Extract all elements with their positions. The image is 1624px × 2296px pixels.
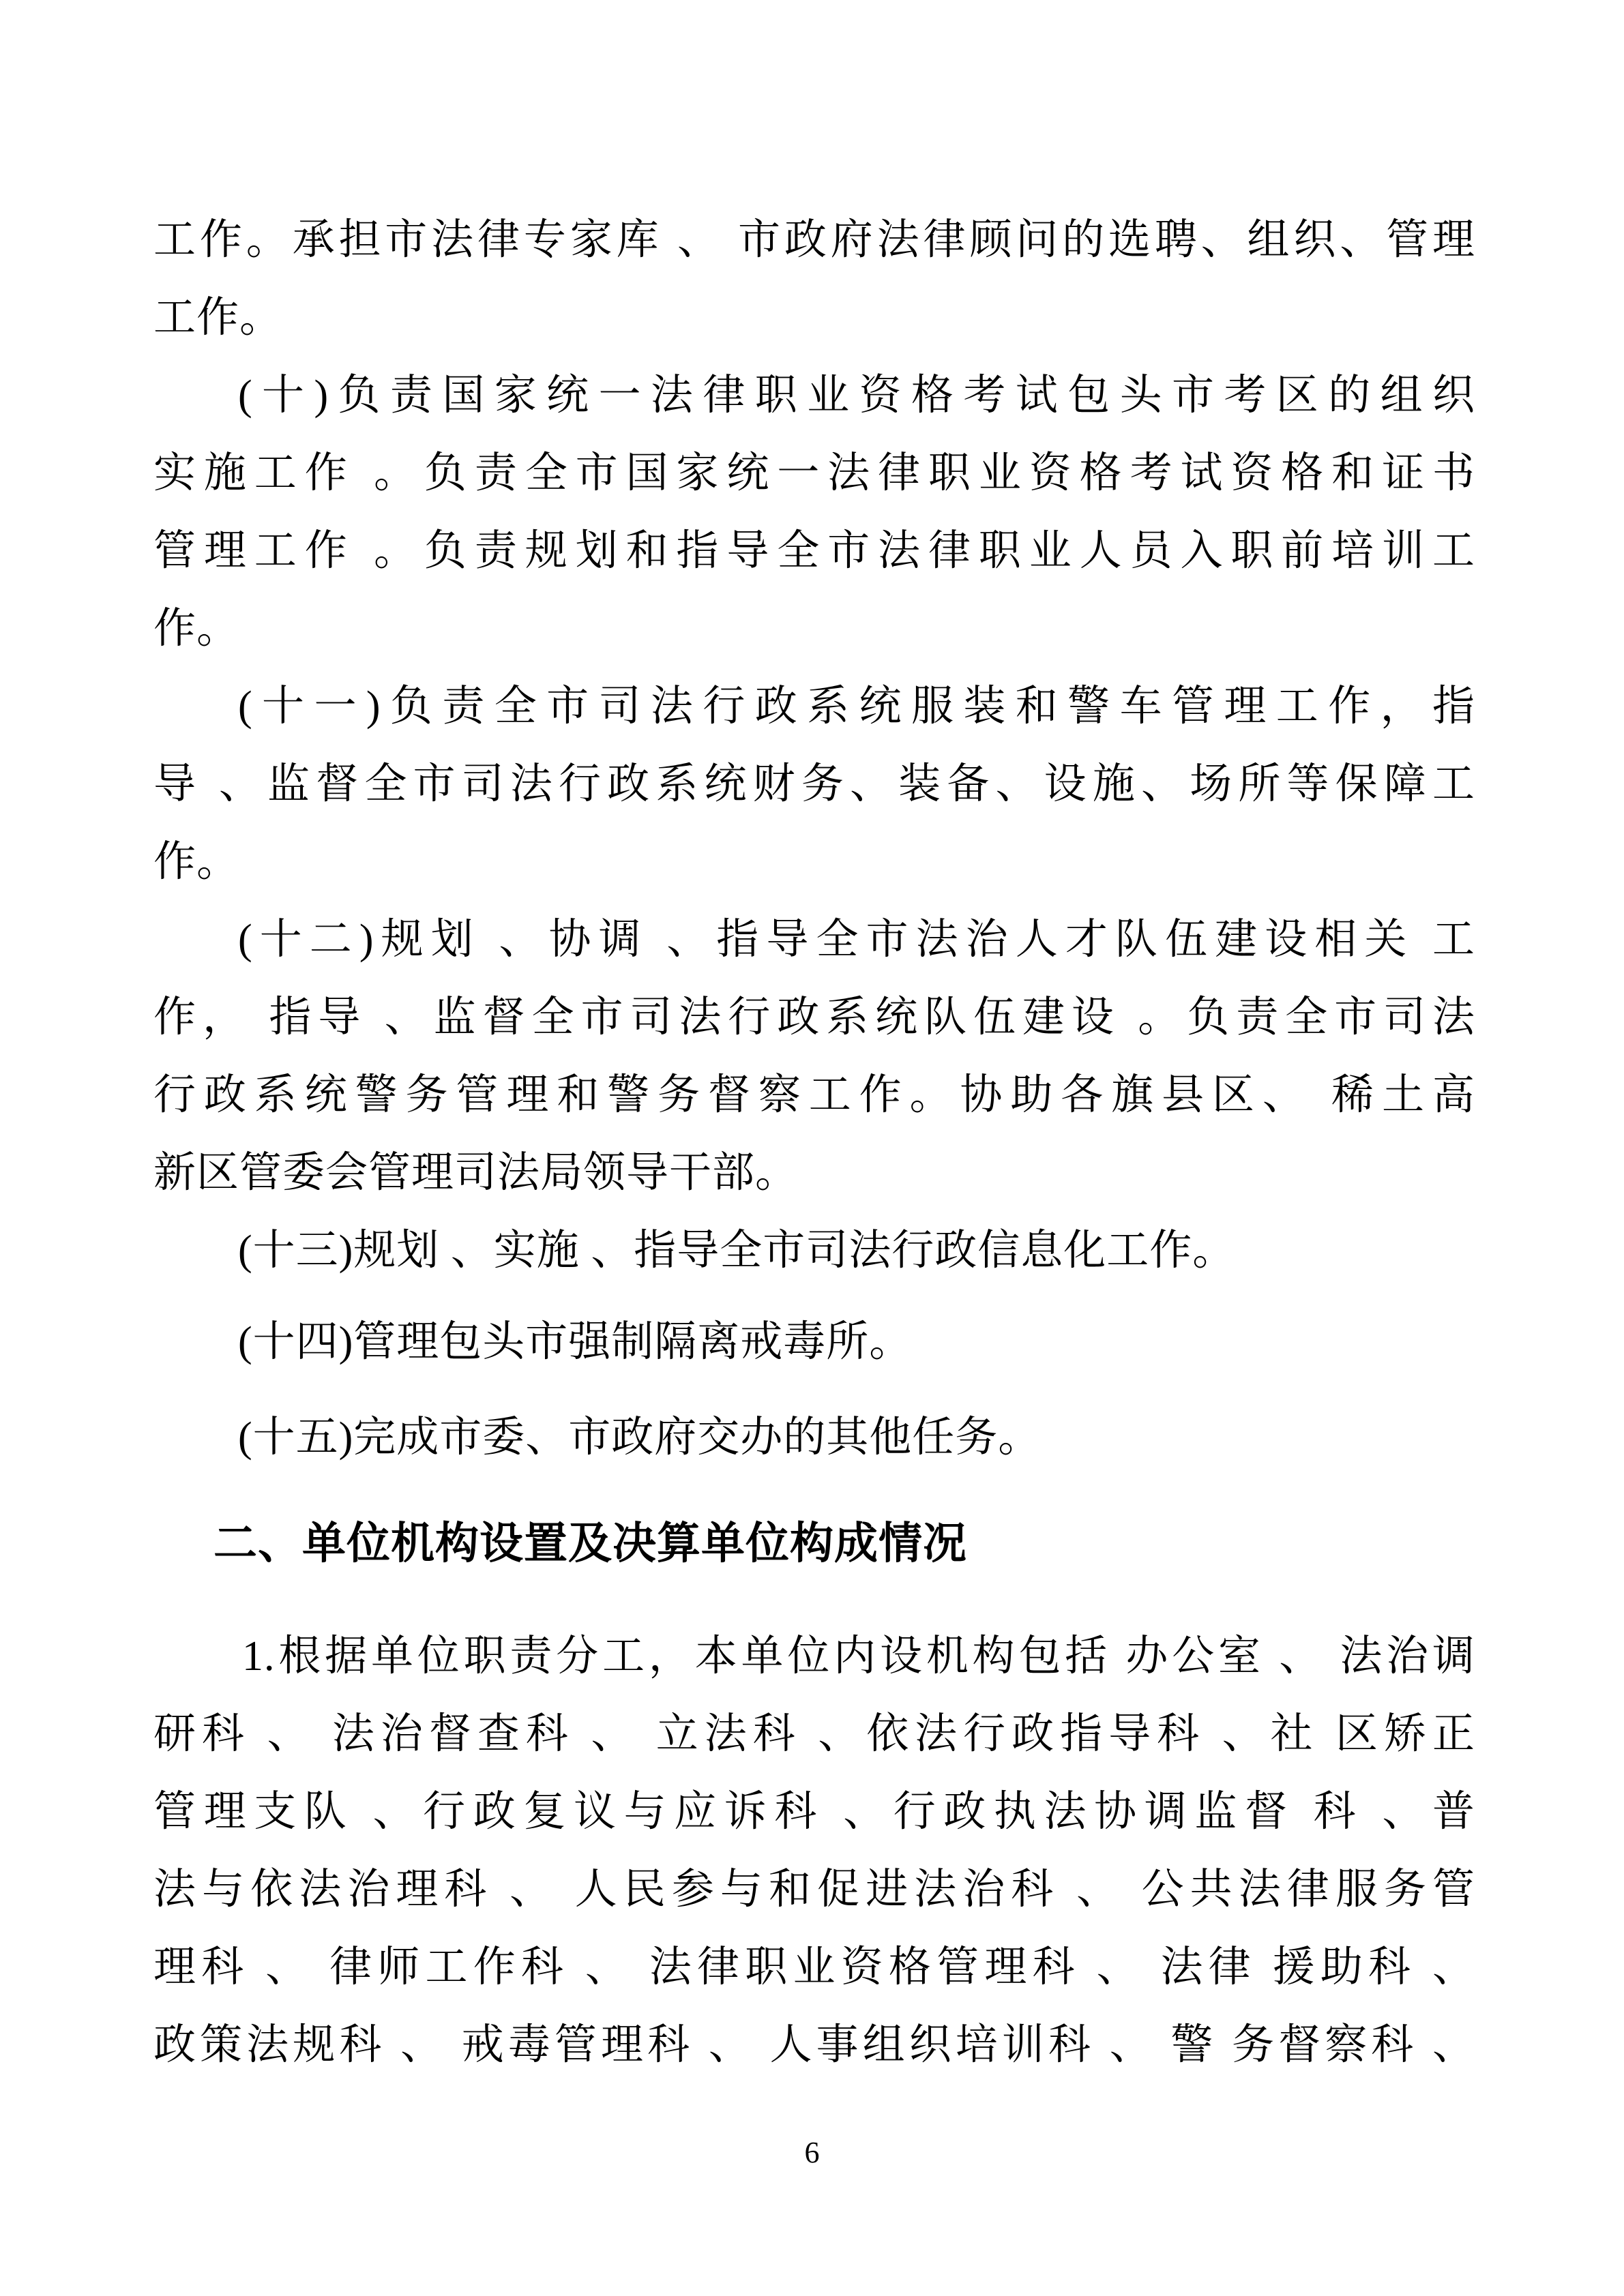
text-line: 行政系统警务管理和警务督察工作。协助各旗县区、 稀土高: [153, 1072, 1475, 1118]
text-line: 政策法规科 、 戒毒管理科 、 人事组织培训科 、 警 务督察科 、: [153, 2022, 1475, 2068]
text-line: 新区管委会管理司法局领导干部。: [153, 1150, 799, 1196]
text-line: 作。: [153, 839, 240, 885]
document-body: [153, 201, 1475, 2084]
text-line: (十一)负责全市司法行政系统服装和警车管理工作，指: [238, 683, 1475, 730]
section-heading: 二、单位机构设置及决算单位构成情况: [213, 1519, 967, 1568]
text-line: (十四)管理包头市强制隔离戒毒所。: [238, 1319, 913, 1365]
text-line: 研科 、 法治督查科 、 立法科 、依法行政指导科 、社 区矫正: [153, 1711, 1475, 1757]
text-line: 管理支队 、行政复议与应诉科 、行政执法协调监督 科 、普: [153, 1789, 1475, 1835]
text-line: (十五)完成市委、市政府交办的其他任务。: [238, 1414, 1042, 1461]
text-line: (十二)规划 、协调 、指导全市法治人才队伍建设相关 工: [238, 916, 1475, 963]
text-line: 导 、监督全市司法行政系统财务、装备、设施、场所等保障工: [153, 761, 1475, 807]
page-number: 6: [804, 2136, 820, 2169]
text-line: 法与依法治理科 、 人民参与和促进法治科 、 公共法律服务管: [153, 1866, 1475, 1913]
text-line: 工作。承担市法律专家库 、 市政府法律顾问的选聘、组织、管理: [153, 217, 1475, 263]
text-line: 实施工作 。负责全市国家统一法律职业资格考试资格和证书: [153, 450, 1475, 496]
text-line: (十)负责国家统一法律职业资格考试包头市考区的组织: [238, 372, 1475, 419]
text-line: 理科 、 律师工作科 、 法律职业资格管理科 、 法律 援助科 、: [153, 1944, 1475, 1991]
text-line: 作， 指导 、监督全市司法行政系统队伍建设 。负责全市司法: [153, 994, 1475, 1041]
text-line: 管理工作 。负责规划和指导全市法律职业人员入职前培训工: [153, 528, 1475, 574]
text-line: (十三)规划 、实施 、指导全市司法行政信息化工作。: [238, 1227, 1236, 1274]
text-line: 工作。: [153, 295, 283, 341]
text-line: 1.根据单位职责分工，本单位内设机构包括 办公室 、 法治调: [242, 1633, 1475, 1680]
text-line: 作。: [153, 606, 240, 652]
page-footer: [0, 2138, 1624, 2168]
